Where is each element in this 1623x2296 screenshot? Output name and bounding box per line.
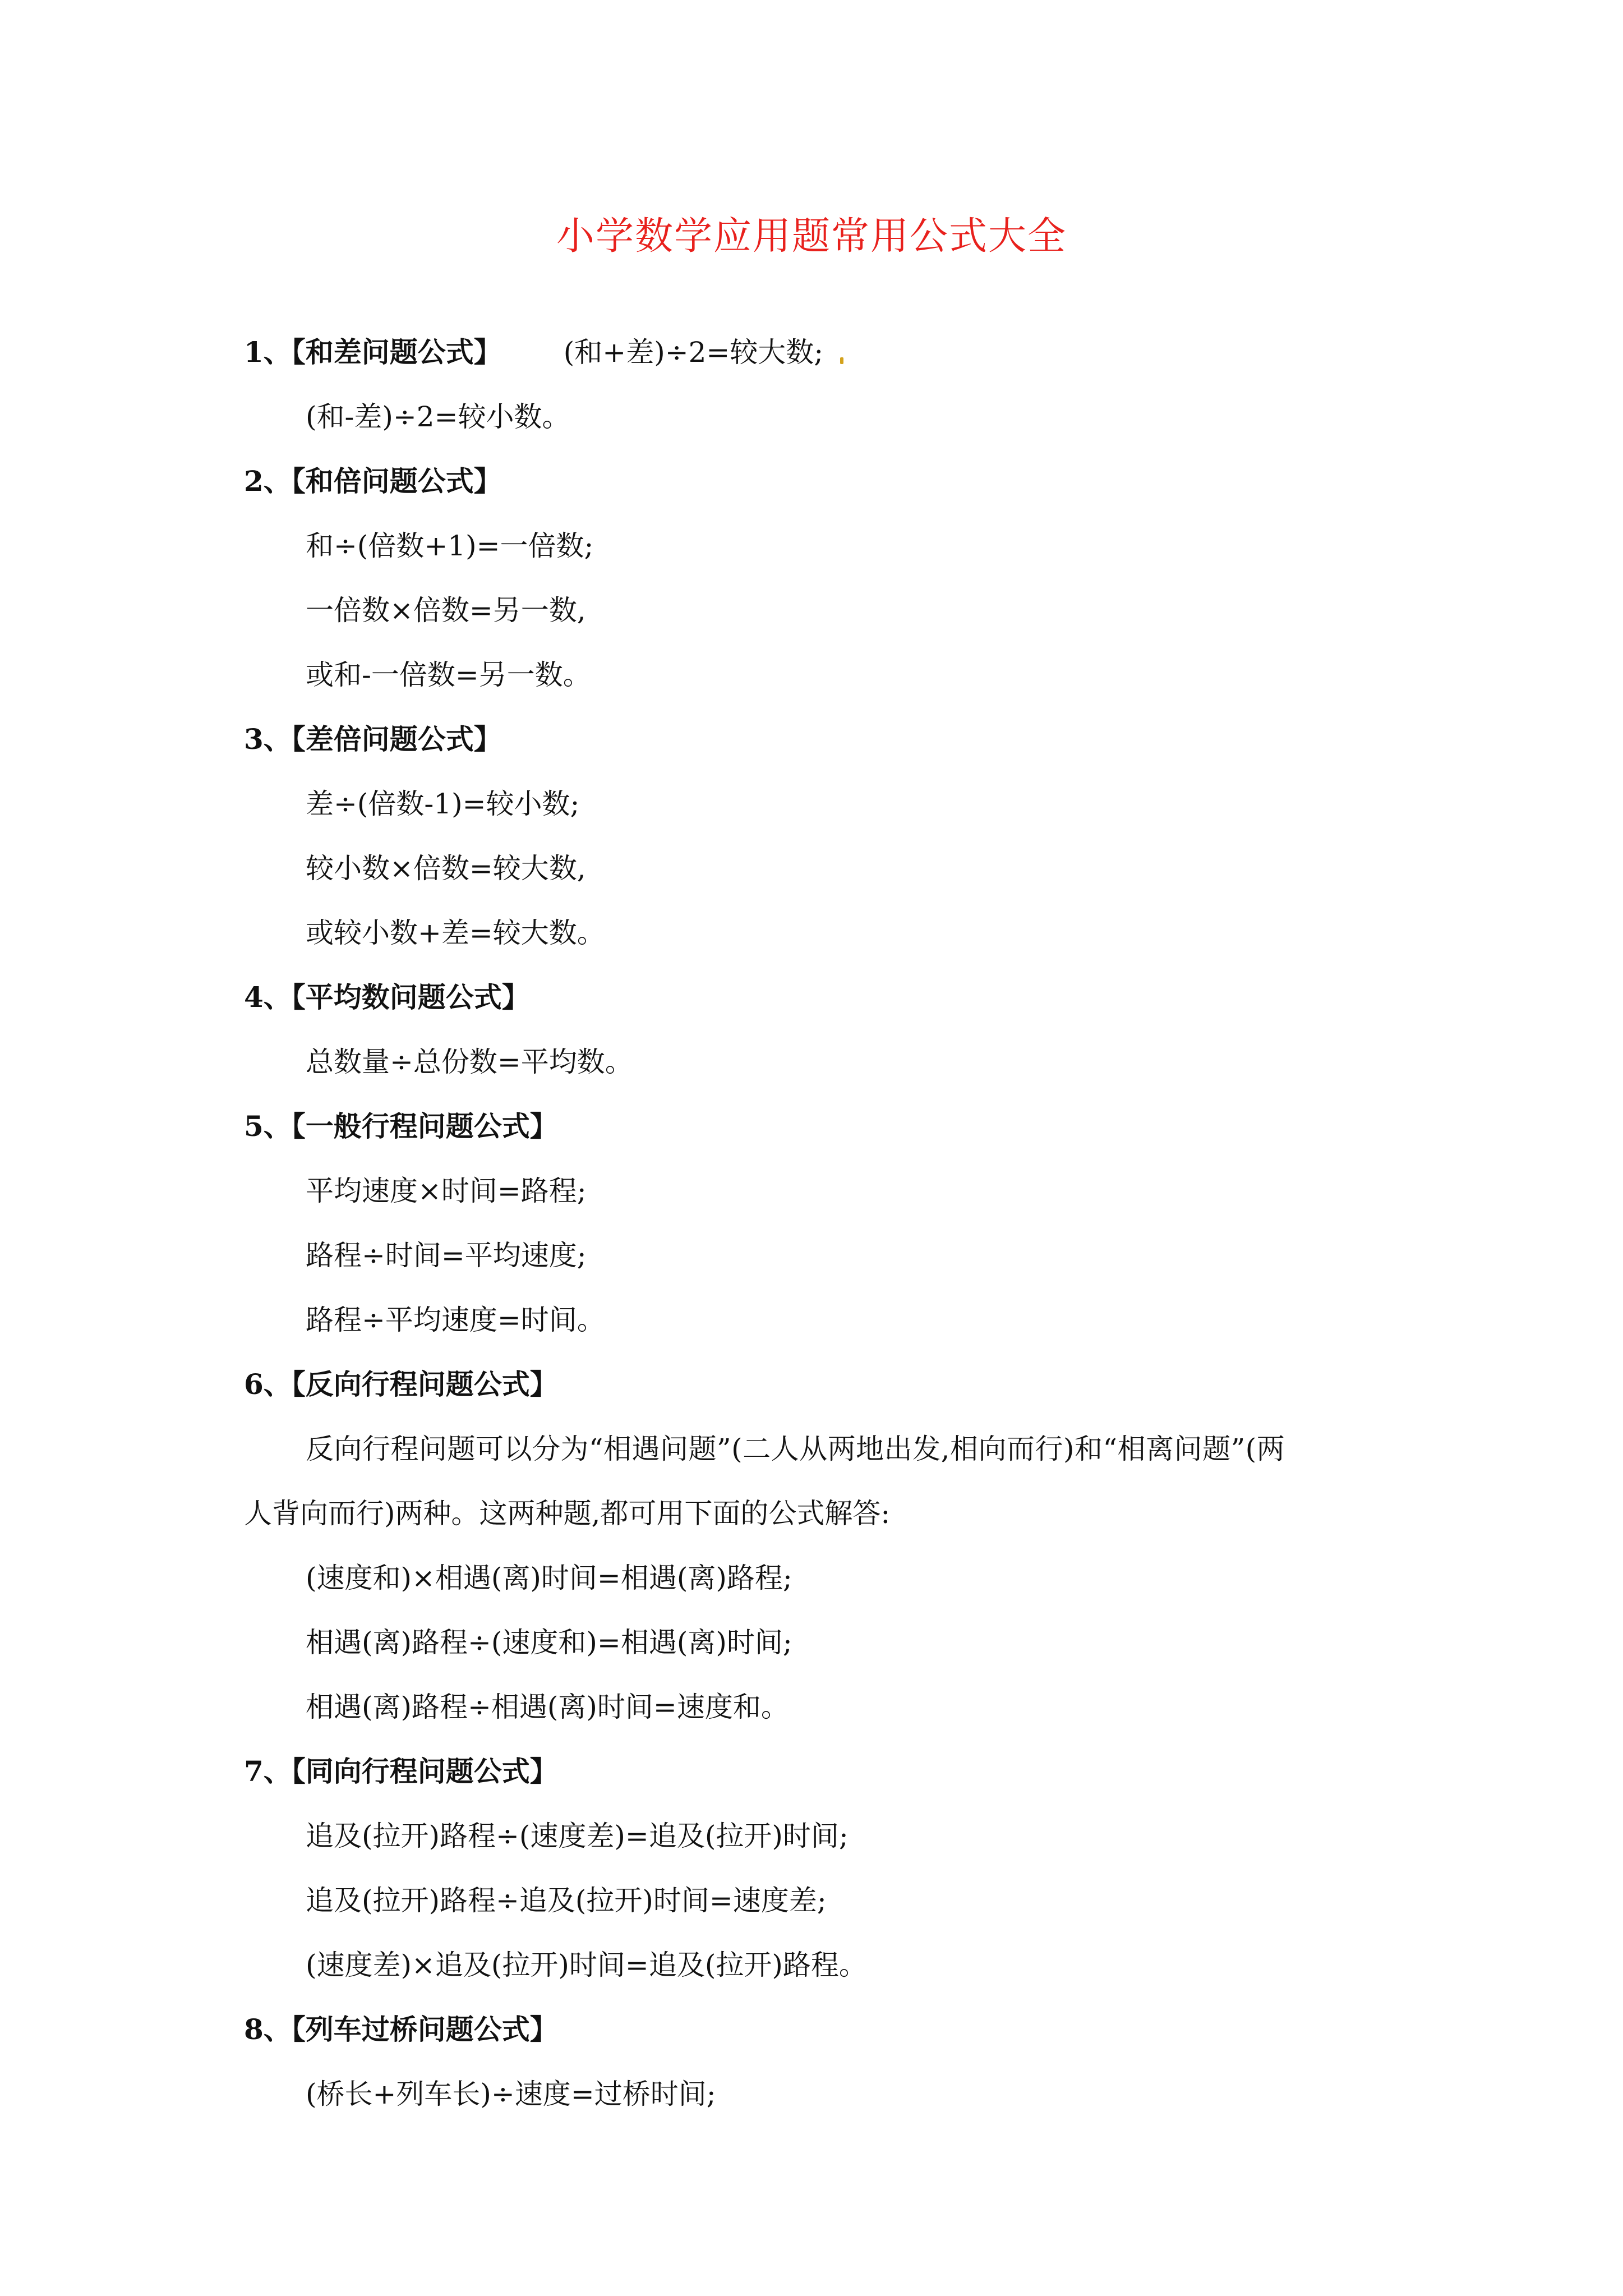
section-2-heading: 2、【和倍问题公式】 (244, 464, 502, 498)
section-8-line-1: (桥长+列车长)÷速度=过桥时间; (306, 2078, 716, 2110)
section-6-line-3: 相遇(离)路程÷相遇(离)时间=速度和。 (306, 1691, 789, 1723)
section-3-line-1: 差÷(倍数-1)=较小数; (306, 788, 580, 820)
section-7-line-2: 追及(拉开)路程÷追及(拉开)时间=速度差; (306, 1884, 827, 1917)
section-2-line-3: 或和-一倍数=另一数。 (306, 659, 591, 691)
section-3-line-2: 较小数×倍数=较大数, (306, 852, 586, 885)
section-7-line-3: (速度差)×追及(拉开)时间=追及(拉开)路程。 (306, 1949, 867, 1981)
section-2-line-2: 一倍数×倍数=另一数, (306, 594, 586, 627)
section-2-line-1: 和÷(倍数+1)=一倍数; (306, 530, 594, 562)
section-6-paragraph-line-2: 人背向而行)两种。这两种题,都可用下面的公式解答: (244, 1497, 891, 1530)
section-3-line-3: 或较小数+差=较大数。 (306, 917, 605, 949)
section-6-line-2: 相遇(离)路程÷(速度和)=相遇(离)时间; (306, 1626, 792, 1659)
section-7-line-1: 追及(拉开)路程÷(速度差)=追及(拉开)时间; (306, 1820, 849, 1852)
section-1-inline-formula: (和+差)÷2=较大数; (563, 336, 824, 369)
section-5-heading: 5、【一般行程问题公式】 (244, 1110, 558, 1143)
document-title: 小学数学应用题常用公式大全 (556, 214, 1067, 259)
section-5-line-1: 平均速度×时间=路程; (306, 1175, 587, 1207)
section-7-heading: 7、【同向行程问题公式】 (244, 1755, 558, 1788)
section-5-line-3: 路程÷平均速度=时间。 (306, 1304, 605, 1336)
section-6-heading: 6、【反向行程问题公式】 (244, 1368, 558, 1401)
section-1-heading-text: 1、【和差问题公式】 (244, 335, 502, 369)
section-3-heading: 3、【差倍问题公式】 (244, 723, 502, 756)
section-8-heading: 8、【列车过桥问题公式】 (244, 2013, 558, 2046)
section-6-paragraph-line-1: 反向行程问题可以分为“相遇问题”(二人从两地出发,相向而行)和“相离问题”(两 (306, 1433, 1285, 1465)
section-4-line-1: 总数量÷总份数=平均数。 (306, 1046, 633, 1078)
section-5-line-2: 路程÷时间=平均速度; (306, 1239, 587, 1272)
section-1-line-1: (和-差)÷2=较小数。 (306, 401, 570, 433)
section-4-heading: 4、【平均数问题公式】 (244, 981, 530, 1014)
small-mark-icon (840, 357, 843, 364)
section-1-heading (244, 330, 843, 375)
section-6-line-1: (速度和)×相遇(离)时间=相遇(离)路程; (306, 1562, 792, 1594)
